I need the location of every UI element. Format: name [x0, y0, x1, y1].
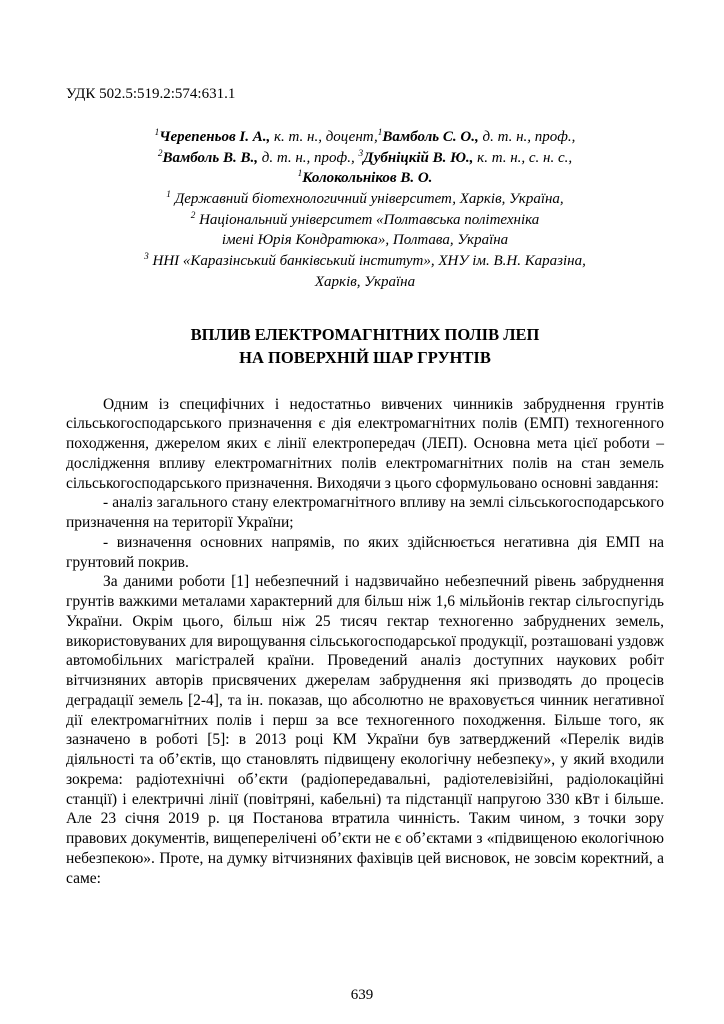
- title-line-1: ВПЛИВ ЕЛЕКТРОМАГНІТНИХ ПОЛІВ ЛЕП: [190, 324, 540, 344]
- authors-block: [66, 127, 664, 189]
- paragraph-3-list-item: - визначення основних напрямів, по яких здійснюється негативна дія ЕМП на грунтовий покрив.: [66, 533, 664, 571]
- author-name: Колокольніков В. О.: [302, 170, 433, 187]
- author-affiliation-marker: 2: [157, 148, 163, 159]
- affiliation-line-3: [66, 230, 664, 251]
- affiliation-text: Харків, Україна: [314, 273, 416, 290]
- affiliation-text: Державний біотехнологичний університет, Харків, Україна,: [170, 191, 564, 208]
- affiliation-line-5: [66, 272, 664, 293]
- affiliations-block: [66, 189, 664, 292]
- affiliation-text: ННІ «Каразінський банківський інститут», ХНУ ім. В.Н. Каразіна,: [148, 253, 586, 270]
- author-name: Вамболь В. В.,: [162, 149, 258, 166]
- author-affiliation-marker: 3: [358, 148, 364, 159]
- author-degrees: к. т. н., с. н. с.,: [473, 149, 573, 166]
- affiliation-marker: 1: [166, 190, 171, 201]
- title-line-2: НА ПОВЕРХНІЙ ШАР ГРУНТІВ: [239, 347, 491, 367]
- author-degrees: д. т. н., проф.,: [478, 129, 576, 145]
- author-affiliation-marker: 1: [377, 128, 383, 138]
- affiliation-line-2: [66, 210, 664, 231]
- body-text: [66, 395, 664, 889]
- author-name: Вамболь С. О.,: [382, 129, 479, 145]
- author-degrees: д. т. н., проф.,: [258, 149, 359, 166]
- affiliation-text: Національний університет «Полтавська політехніка: [195, 211, 540, 228]
- author-name: Дубніцкій В. Ю.,: [363, 149, 474, 166]
- author-affiliation-marker: 1: [297, 169, 303, 180]
- authors-line-2: [66, 148, 664, 169]
- affiliation-text: імені Юрія Кондратюка», Полтава, Україна: [221, 232, 509, 249]
- author-name: Черепеньов І. А.,: [159, 129, 271, 145]
- affiliation-line-1: [66, 189, 664, 210]
- author-degrees: к. т. н., доцент,: [270, 129, 378, 145]
- paper-title: [66, 323, 664, 369]
- author-affiliation-marker: 1: [154, 128, 160, 138]
- affiliation-line-4: [66, 251, 664, 272]
- authors-line-1: [66, 127, 664, 148]
- affiliation-marker: 2: [190, 210, 196, 221]
- udc-code: УДК 502.5:519.2:574:631.1: [66, 86, 236, 102]
- authors-line-3: [66, 168, 664, 189]
- paragraph-2-list-item: - аналіз загального стану електромагнітного впливу на землі сільськогосподарського призначення на території України;: [66, 494, 664, 532]
- paragraph-1: Одним із специфічних і недостатньо вивчених чинників забруднення грунтів сільськогосподарського призначення є дія електромагнітних полів (ЕМП) техногенного походження, джерелом яких є лінії електропередач (ЛЕП). Основна мета цієї роботи – дослідження впливу електромагнітних полів електромагнітних полів на стан земель сільськогосподарського призначення. Виходячи з цього сформульовано основні завдання:: [66, 395, 664, 492]
- affiliation-marker: 3: [144, 252, 149, 263]
- page-number: 639: [350, 987, 374, 1003]
- paragraph-4: За даними роботи [1] небезпечний і надзвичайно небезпечний рівень забруднення грунтів важкими металами характерний для більш ніж 1,6 мільйонів гектар сільгоспугідь України. Окрім цього, більш ніж 25 тисяч гектар техногенно забруднених земель, використовуваних для вирощування сільськогосподарської продукції, розташовані уздовж автомобільних магістралей країни. Проведений аналіз доступних наукових робіт вітчизняних авторів присвячених джерелам забруднення які призводять до процесів деградації земель [2-4], та ін. показав, що абсолютно не враховується чинник негативної дії електромагнітних полів і перш за все техногенного походження. Більше того, як зазначено в роботі [5]: в 2013 році КМ України був затверджений «Перелік видів діяльності та об’єктів, що становлять підвищену екологічну небезпеку», у який входили зокрема: радіотехнічні об’єкти (радіопередавальні, радіотелевізійні, радіолокаційні станції) і електричні лінії (повітряні, кабельні) та підстанції напругою 330 кВт і більше. Але 23 січня 2019 р. ця Постанова втратила чинність. Таким чином, з точки зору правових документів, вищеперелічені об’єкти не є об’єктами з «підвищеною екологічною небезпекою». Проте, на думку вітчизняних фахівців цей висновок, не зовсім коректний, а саме:: [66, 573, 664, 887]
